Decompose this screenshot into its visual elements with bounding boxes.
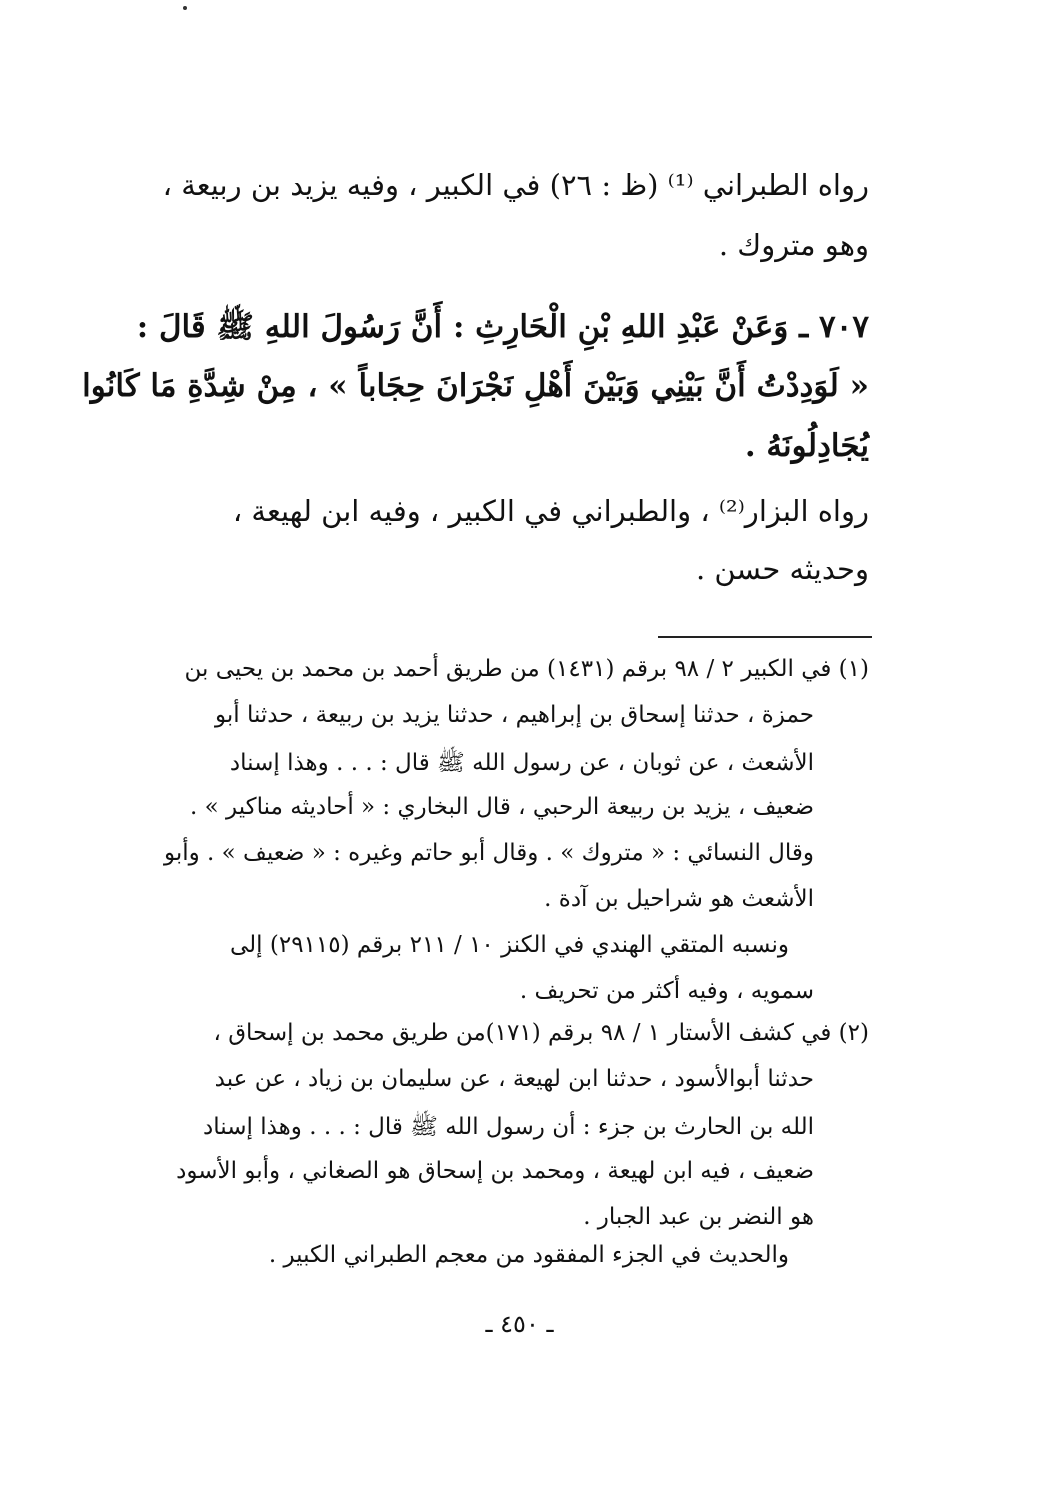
footnote-line: (٢) في كشف الأستار ١ / ٩٨ برقم (١٧١)من طريق محمد بن إسحاق ، — [213, 1020, 869, 1046]
footnote-line: (١) في الكبير ٢ / ٩٨ برقم (١٤٣١) من طريق أحمد بن محمد بن يحيى بن — [184, 656, 869, 682]
text-line: وهو متروك . — [718, 228, 869, 262]
footnote-line: ضعيف ، يزيد بن ربيعة الرحبي ، قال البخاري : « أحاديثه مناكير » . — [190, 794, 814, 820]
text-line: رواه الطبراني ⁽¹⁾ (ظ : ٢٦) في الكبير ، وفيه يزيد بن ربيعة ، — [162, 168, 869, 202]
footnote-line: ضعيف ، فيه ابن لهيعة ، ومحمد بن إسحاق هو الصغاني ، وأبو الأسود — [176, 1158, 814, 1184]
text-line: وحديثه حسن . — [695, 552, 869, 586]
footnote-line: وقال النسائي : « متروك » . وقال أبو حاتم وغيره : « ضعيف » . وأبو — [163, 840, 814, 866]
footnote-line: سمويه ، وفيه أكثر من تحريف . — [519, 978, 814, 1004]
footnote-line: الأشعث ، عن ثوبان ، عن رسول الله ﷺ قال : . . . وهذا إسناد — [229, 750, 814, 776]
footnote-line: حمزة ، حدثنا إسحاق بن إبراهيم ، حدثنا يزيد بن ربيعة ، حدثنا أبو — [214, 702, 814, 728]
hadith-line: ٧٠٧ ـ وَعَنْ عَبْدِ اللهِ بْنِ الْحَارِثِ : أَنَّ رَسُولَ اللهِ ﷺ قَالَ : — [136, 309, 869, 345]
page-number: ـ ٤٥٠ ـ — [485, 1310, 554, 1338]
hadith-line: يُجَادِلُونَهُ . — [744, 428, 869, 464]
footnote-line: الأشعث هو شراحيل بن آدة . — [544, 886, 814, 912]
footnote-separator — [658, 636, 872, 638]
footnote-line: ونسبه المتقي الهندي في الكنز ١٠ / ٢١١ برقم (٢٩١١٥) إلى — [229, 932, 789, 958]
scan-speck — [183, 6, 187, 10]
footnote-line: الله بن الحارث بن جزء : أن رسول الله ﷺ قال : . . . وهذا إسناد — [203, 1114, 814, 1140]
footnote-line: والحديث في الجزء المفقود من معجم الطبراني الكبير . — [268, 1242, 789, 1268]
footnote-line: هو النضر بن عبد الجبار . — [583, 1204, 814, 1230]
footnote-line: حدثنا أبوالأسود ، حدثنا ابن لهيعة ، عن سليمان بن زياد ، عن عبد — [214, 1066, 814, 1092]
text-line: رواه البزار⁽²⁾ ، والطبراني في الكبير ، وفيه ابن لهيعة ، — [232, 494, 869, 528]
hadith-line: « لَوَدِدْتُ أَنَّ بَيْنِي وَبَيْنَ أَهْلِ نَجْرَانَ حِجَاباً » ، مِنْ شِدَّةِ مَا كَانُوا — [82, 368, 869, 404]
